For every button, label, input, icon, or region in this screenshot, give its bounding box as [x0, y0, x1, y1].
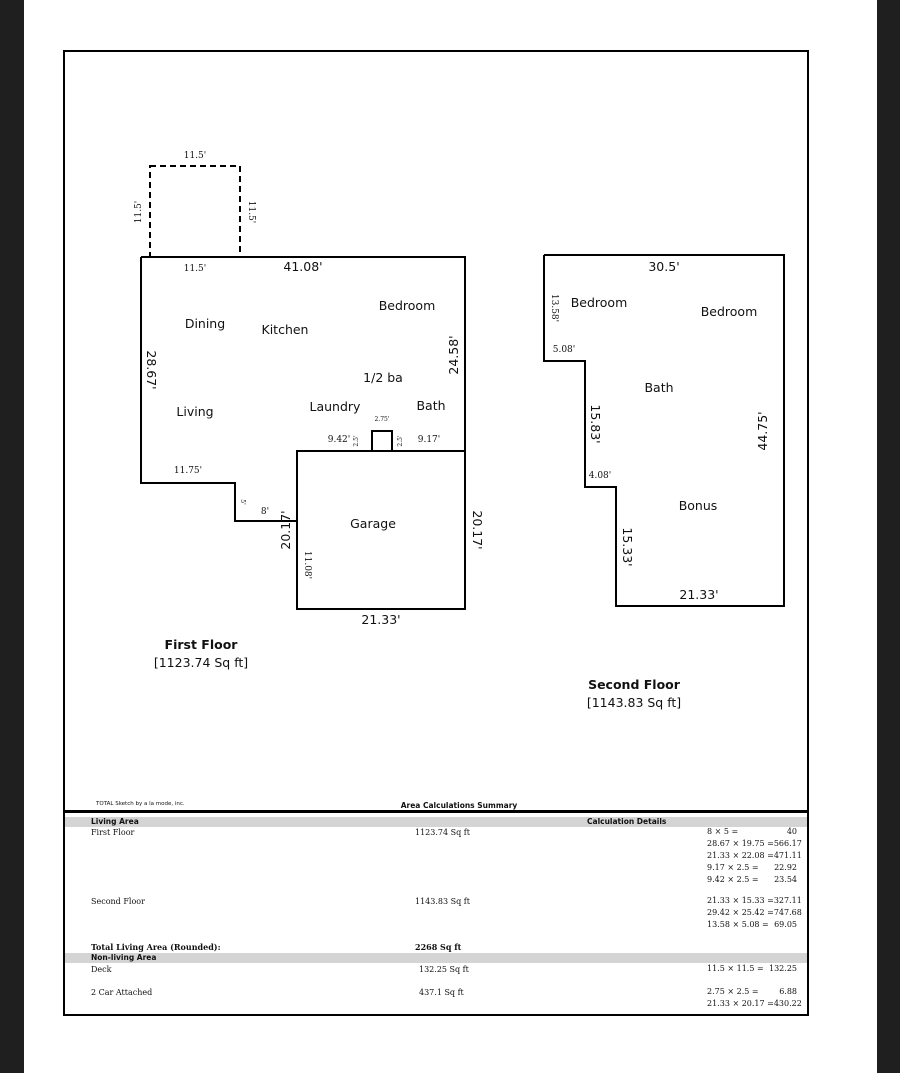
- dim-second-step-upper: 5.08': [552, 345, 576, 355]
- dim-deck-bottom: 11.5': [183, 264, 207, 274]
- second-floor-calcs: [707, 896, 802, 932]
- first-floor-row-area: 1123.74 Sq ft: [415, 828, 470, 837]
- summary-title: Area Calculations Summary: [400, 801, 518, 810]
- dim-laundry-left: 9.42': [327, 435, 351, 445]
- second-floor-label: Second Floor: [588, 677, 680, 692]
- total-living-value: 2268 Sq ft: [415, 942, 462, 952]
- room-bath-2: Bath: [644, 380, 674, 395]
- garage-row-area: 437.1 Sq ft: [419, 988, 464, 997]
- calc-expression: 9.17 × 2.5 =: [707, 863, 759, 872]
- second-floor-area: [1143.83 Sq ft]: [586, 695, 682, 710]
- deck-row-area: 132.25 Sq ft: [419, 965, 469, 974]
- software-credit: TOTAL Sketch by a la mode, inc.: [96, 801, 185, 807]
- calc-details-heading: Calculation Details: [587, 817, 667, 826]
- dim-notch-left: 2.5': [353, 435, 360, 447]
- calc-result: 471.11: [773, 851, 802, 860]
- dim-deck-right: 11.5': [246, 200, 256, 224]
- dim-garage-left: 20.17': [278, 510, 293, 550]
- calc-expression: 13.58 × 5.08 =: [707, 920, 769, 929]
- room-bedroom-2a: Bedroom: [570, 295, 628, 310]
- deck-outline: [150, 166, 240, 257]
- calc-expression: 21.33 × 22.08 =: [707, 851, 774, 860]
- calc-result: 747.68: [773, 908, 802, 917]
- living-area-band: [65, 817, 807, 827]
- room-kitchen: Kitchen: [261, 322, 309, 337]
- garage-row-label: 2 Car Attached: [91, 988, 153, 997]
- calc-row: [707, 875, 797, 887]
- area-calculations-summary: [63, 810, 809, 1016]
- calc-expression: 21.33 × 20.17 =: [707, 999, 774, 1008]
- calc-row: [707, 999, 802, 1011]
- dim-notch-width: 2.75': [374, 416, 390, 423]
- first-floor-outline: [141, 257, 297, 521]
- dim-deck-left: 11.5': [134, 200, 144, 224]
- dim-garage-inner: 11.08': [302, 550, 312, 580]
- calc-row: [707, 851, 802, 863]
- calc-result: 132.25: [769, 964, 797, 973]
- calc-expression: 21.33 × 15.33 =: [707, 896, 774, 905]
- calc-result: 6.88: [779, 987, 797, 996]
- dim-garage-right: 20.17': [470, 510, 485, 550]
- deck-calcs: [707, 964, 797, 976]
- non-living-band: [65, 953, 807, 963]
- dim-bath-right: 9.17': [417, 435, 441, 445]
- second-floor-row-area: 1143.83 Sq ft: [415, 897, 470, 906]
- dim-first-left: 28.67': [144, 350, 159, 390]
- calc-row: [707, 896, 802, 908]
- calc-result: 327.11: [773, 896, 802, 905]
- room-dining: Dining: [184, 316, 226, 331]
- calc-expression: 9.42 × 2.5 =: [707, 875, 759, 884]
- dim-second-right: 44.75': [755, 411, 770, 451]
- calc-result: 22.92: [774, 863, 797, 872]
- living-area-heading: Living Area: [91, 817, 139, 826]
- second-floor-row-label: Second Floor: [91, 897, 145, 906]
- room-bath: Bath: [416, 398, 446, 413]
- room-bonus: Bonus: [678, 498, 718, 513]
- room-bedroom: Bedroom: [378, 298, 436, 313]
- calc-result: 69.05: [774, 920, 797, 929]
- first-floor-area: [1123.74 Sq ft]: [153, 655, 249, 670]
- calc-expression: 2.75 × 2.5 =: [707, 987, 759, 996]
- dim-step-short: 8': [260, 507, 270, 517]
- summary-top-rule: [63, 810, 809, 813]
- deck-row-label: Deck: [91, 965, 112, 974]
- dim-deck-top: 11.5': [183, 151, 207, 161]
- calc-row: [707, 839, 802, 851]
- dim-second-left-lower: 15.33': [620, 527, 635, 567]
- calc-result: 566.17: [773, 839, 802, 848]
- calc-row: [707, 920, 797, 932]
- first-floor-label: First Floor: [164, 637, 238, 652]
- calc-result: 23.54: [774, 875, 797, 884]
- room-laundry: Laundry: [309, 399, 361, 414]
- dim-first-right: 24.58': [446, 335, 461, 375]
- calc-row: [707, 908, 802, 920]
- non-living-heading: Non-living Area: [91, 953, 157, 962]
- dim-second-left-mid: 15.83': [588, 404, 603, 444]
- calc-row: [707, 827, 797, 839]
- room-bedroom-2b: Bedroom: [700, 304, 758, 319]
- dim-step-horizontal: 11.75': [173, 466, 203, 476]
- first-floor-calcs: [707, 827, 802, 887]
- room-garage: Garage: [350, 516, 396, 531]
- calc-result: 430.22: [773, 999, 802, 1008]
- dim-second-bottom: 21.33': [679, 587, 719, 602]
- dim-notch-right: 2.5': [397, 435, 404, 447]
- dim-second-step-lower: 4.08': [588, 471, 612, 481]
- dim-step-vertical: 5': [239, 499, 246, 505]
- total-living-label: Total Living Area (Rounded):: [91, 942, 221, 952]
- dim-second-top: 30.5': [648, 259, 680, 274]
- calc-expression: 28.67 × 19.75 =: [707, 839, 774, 848]
- room-living: Living: [176, 404, 214, 419]
- calc-expression: 8 × 5 =: [707, 827, 739, 836]
- room-half-bath: 1/2 ba: [363, 370, 403, 385]
- first-floor-row-label: First Floor: [91, 828, 135, 837]
- calc-row: [707, 964, 797, 976]
- garage-calcs: [707, 987, 802, 1011]
- dim-garage-bottom: 21.33': [361, 612, 401, 627]
- calc-row: [707, 987, 797, 999]
- calc-expression: 29.42 × 25.42 =: [707, 908, 774, 917]
- calc-row: [707, 863, 797, 875]
- calc-expression: 11.5 × 11.5 =: [707, 964, 764, 973]
- dim-first-top: 41.08': [283, 259, 323, 274]
- dim-second-left-upper: 13.58': [549, 293, 559, 323]
- calc-result: 40: [786, 827, 797, 836]
